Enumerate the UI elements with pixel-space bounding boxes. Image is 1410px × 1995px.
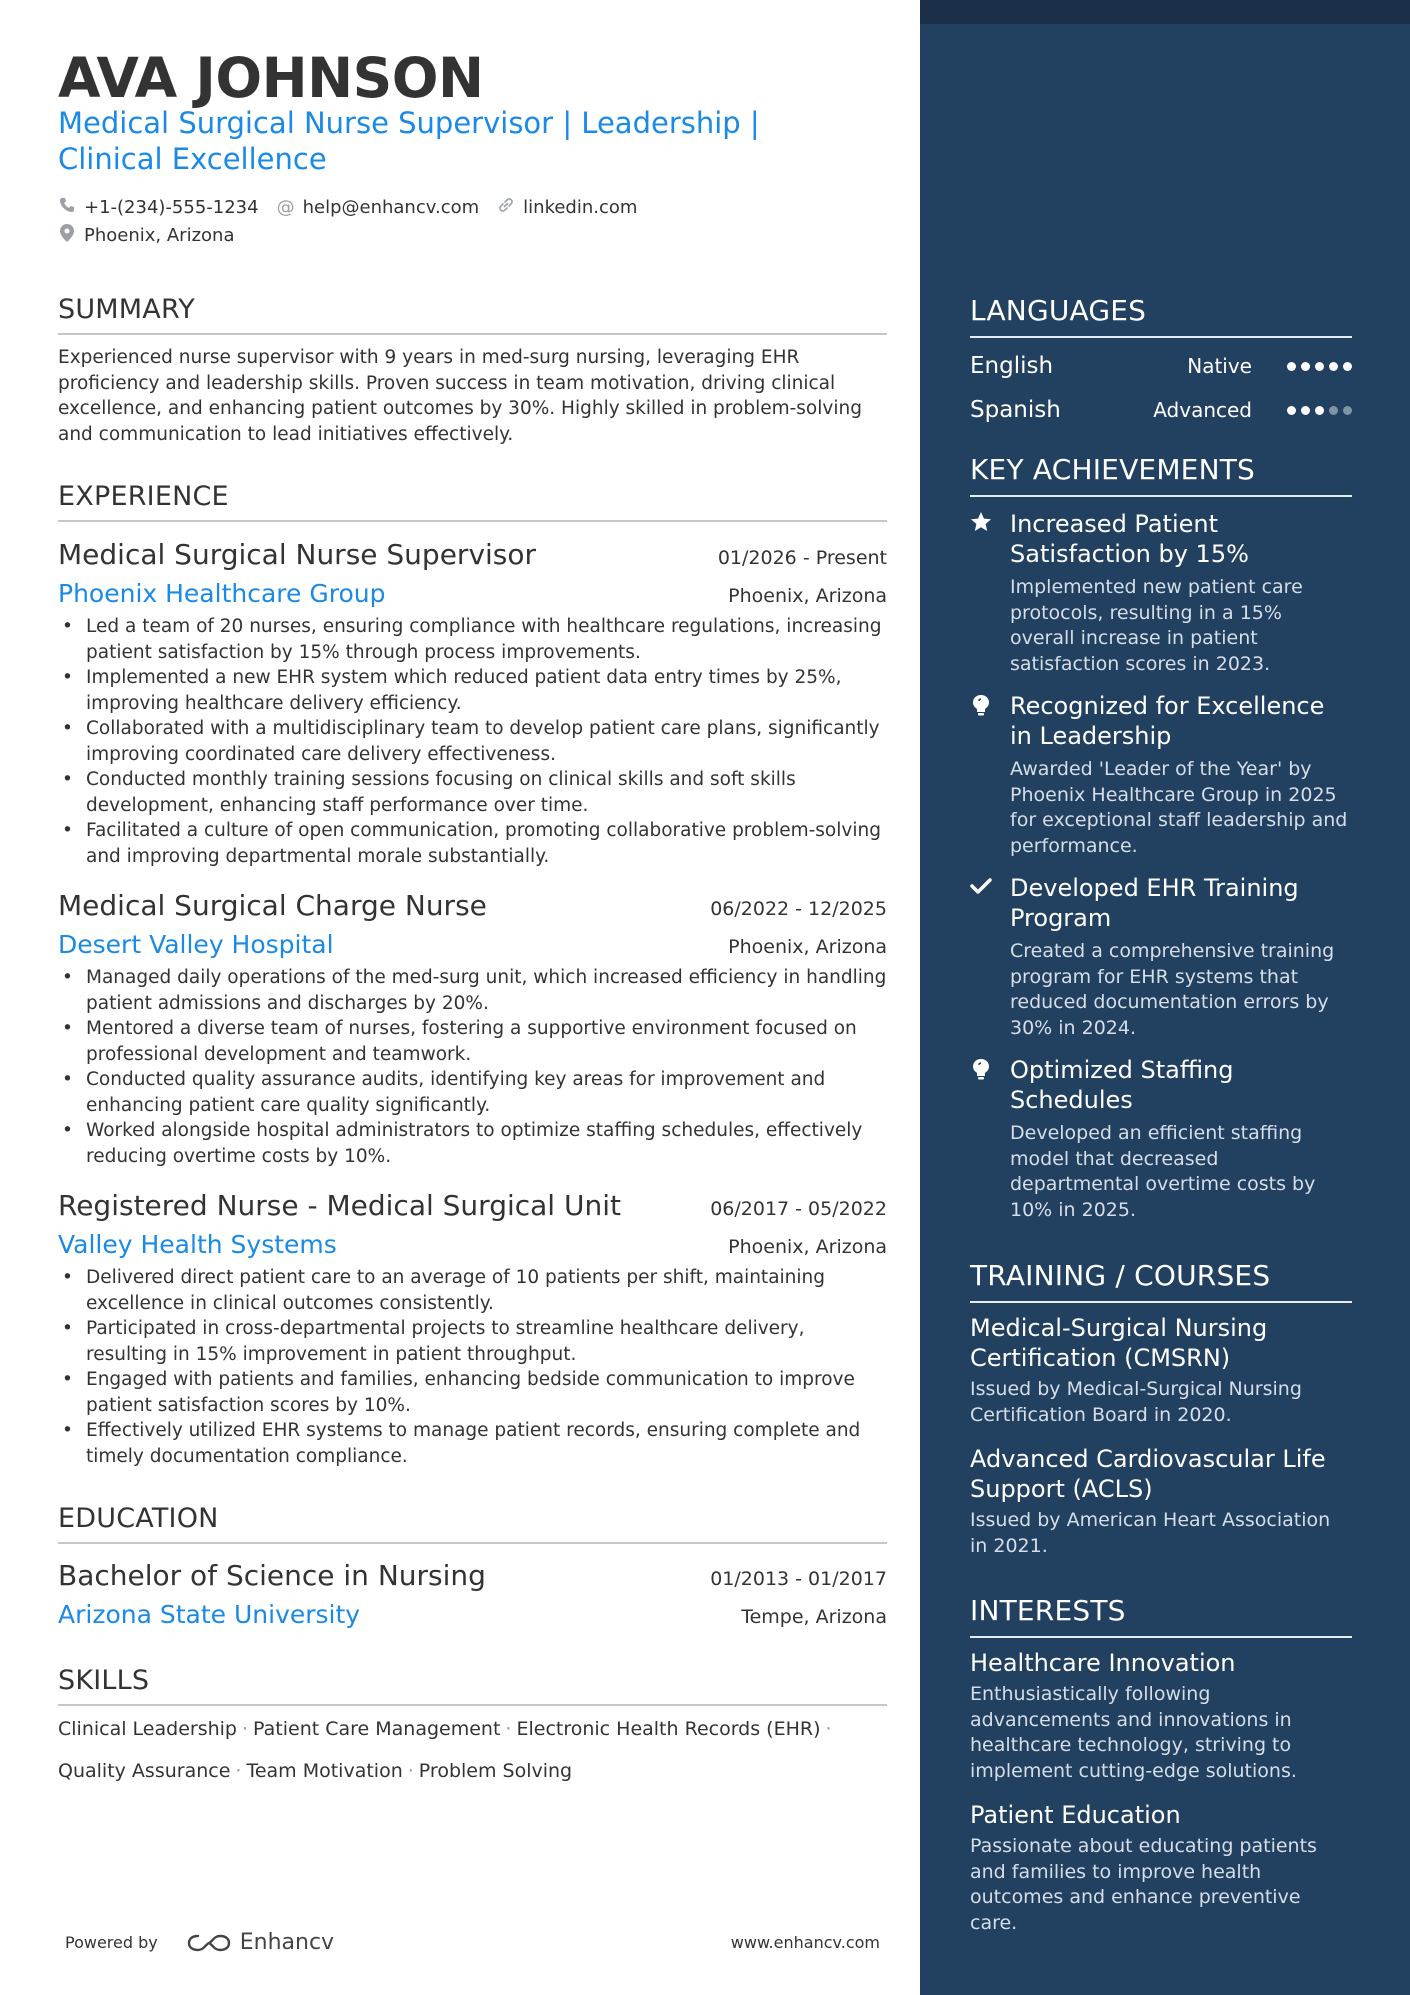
job-date: 06/2017 - 05/2022 <box>710 1198 887 1220</box>
education-section <box>58 1503 887 1544</box>
interest-title: Healthcare Innovation <box>970 1649 1236 1677</box>
job-location: Phoenix, Arizona <box>728 585 887 607</box>
job-title: Registered Nurse - Medical Surgical Unit <box>58 1189 621 1222</box>
summary-heading: SUMMARY <box>58 294 887 335</box>
contact-location <box>58 224 234 247</box>
job-bullet: • Managed daily operations of the med-surg unit, which increased efficiency in handling patient admissions and discharges by 20%. <box>58 965 887 1016</box>
achievement-title: Recognized for Excellence in Leadership <box>1010 692 1325 750</box>
interest-item <box>970 1648 1352 1784</box>
job-company: Valley Health Systems <box>58 1230 337 1259</box>
job-bullet: • Engaged with patients and families, enhancing bedside communication to improve patient satisfaction scores by 10%. <box>58 1367 887 1418</box>
location-text: Phoenix, Arizona <box>84 224 235 246</box>
language-name: English <box>970 353 1054 379</box>
achievement-title: Developed EHR Training Program <box>1010 874 1299 932</box>
location-pin-icon <box>58 224 76 247</box>
proficiency-dot-filled <box>1315 406 1324 415</box>
training-section <box>970 1259 1352 1559</box>
experience-heading: EXPERIENCE <box>58 481 887 522</box>
course-desc: Issued by American Heart Association in 2021. <box>970 1509 1331 1557</box>
job-bullet: • Conducted quality assurance audits, identifying key areas for improvement and enhancing patient care quality significantly. <box>58 1067 887 1118</box>
skill-separator: · <box>407 1760 414 1782</box>
skill-separator: · <box>825 1718 832 1740</box>
achievement-item <box>970 509 1352 677</box>
experience-section <box>58 481 887 522</box>
footer <box>65 1930 880 1955</box>
language-row <box>970 344 1352 388</box>
proficiency-dot-filled <box>1301 362 1310 371</box>
proficiency-dot-filled <box>1315 362 1324 371</box>
footer-url[interactable]: www.enhancv.com <box>730 1933 880 1952</box>
summary-section <box>58 294 887 447</box>
job-location: Phoenix, Arizona <box>728 1236 887 1258</box>
contact-phone[interactable] <box>58 197 259 218</box>
contact-email[interactable] <box>277 197 480 218</box>
skill-item: Patient Care Management <box>253 1718 501 1740</box>
education-heading: EDUCATION <box>58 1503 887 1544</box>
phone-text: +1-(234)-555-1234 <box>84 196 259 218</box>
achievement-desc: Developed an efficient staffing model that decreased departmental overtime costs by 10% in 2025. <box>1010 1122 1316 1221</box>
at-icon: @ <box>276 196 295 218</box>
education-date: 01/2013 - 01/2017 <box>710 1568 887 1590</box>
course-title: Advanced Cardiovascular Life Support (ACLS) <box>970 1445 1326 1503</box>
candidate-name: AVA JOHNSON <box>58 46 484 110</box>
languages-section <box>970 294 1352 432</box>
interest-item <box>970 1800 1352 1936</box>
job-date: 06/2022 - 12/2025 <box>710 898 887 920</box>
email-text: help@enhancv.com <box>302 196 480 218</box>
achievements-section <box>970 453 1352 1223</box>
achievement-item <box>970 1055 1352 1223</box>
interest-title: Patient Education <box>970 1801 1181 1829</box>
linkedin-text: linkedin.com <box>523 196 638 218</box>
skills-heading: SKILLS <box>58 1665 887 1706</box>
job-bullet: • Mentored a diverse team of nurses, fostering a supportive environment focused on professional development and teamwork. <box>58 1016 887 1067</box>
powered-by-label: Powered by <box>65 1933 158 1952</box>
course-item <box>970 1313 1352 1428</box>
achievement-desc: Awarded 'Leader of the Year' by Phoenix Healthcare Group in 2025 for exceptional staff leadership and performance. <box>1010 758 1348 857</box>
infinity-logo-icon <box>186 1932 232 1954</box>
job-location: Phoenix, Arizona <box>728 936 887 958</box>
job-company: Desert Valley Hospital <box>58 930 334 959</box>
course-title: Medical-Surgical Nursing Certification (CMSRN) <box>970 1314 1268 1372</box>
proficiency-dot-empty <box>1343 406 1352 415</box>
languages-heading: LANGUAGES <box>970 294 1352 338</box>
language-level: Native <box>1187 354 1252 378</box>
achievements-heading: KEY ACHIEVEMENTS <box>970 453 1352 497</box>
course-desc: Issued by Medical-Surgical Nursing Certification Board in 2020. <box>970 1378 1302 1426</box>
job-title: Medical Surgical Charge Nurse <box>58 889 487 922</box>
job-bullet: • Collaborated with a multidisciplinary team to develop patient care plans, significantly improving coordinated care delivery effectiveness. <box>58 716 887 767</box>
language-row <box>970 388 1352 432</box>
proficiency-dot-empty <box>1329 406 1338 415</box>
skill-item: Problem Solving <box>418 1760 573 1782</box>
interest-desc: Enthusiastically following advancements and innovations in healthcare technology, striving to implement cutting-edge solutions. <box>970 1683 1297 1782</box>
job-bullet: • Delivered direct patient care to an average of 10 patients per shift, maintaining excellence in clinical outcomes consistently. <box>58 1265 887 1316</box>
skill-separator: · <box>241 1718 249 1740</box>
summary-text: Experienced nurse supervisor with 9 years in med-surg nursing, leveraging EHR proficiency and leadership skills. Proven success in team motivation, driving clinical excellence, and enhancing patient outcomes by 30%. Highly skilled in problem-solving and communication to lead initiatives effectively. <box>58 347 862 445</box>
contact-linkedin[interactable] <box>497 196 637 219</box>
achievement-desc: Created a comprehensive training program for EHR systems that reduced documentation errors by 30% in 2024. <box>1010 940 1335 1039</box>
language-name: Spanish <box>970 397 1061 423</box>
education-degree: Bachelor of Science in Nursing <box>58 1559 486 1592</box>
proficiency-dot-filled <box>1343 362 1352 371</box>
star-icon <box>970 509 1010 677</box>
link-icon <box>497 196 515 219</box>
sidebar <box>920 0 1410 1995</box>
skill-separator: · <box>505 1718 512 1740</box>
contact-info <box>58 193 655 249</box>
language-level: Advanced <box>1153 398 1252 422</box>
job-entry <box>58 1189 887 1469</box>
job-bullets <box>58 614 887 869</box>
job-bullet: • Conducted monthly training sessions focusing on clinical skills and soft skills development, enhancing staff performance over time. <box>58 767 887 818</box>
enhancv-logo[interactable] <box>186 1930 334 1955</box>
skill-separator: · <box>235 1760 242 1782</box>
proficiency-dot-filled <box>1329 362 1338 371</box>
job-bullet: • Implemented a new EHR system which reduced patient data entry times by 25%, improving healthcare delivery efficiency. <box>58 665 887 716</box>
sidebar-top-band <box>920 0 1410 24</box>
job-bullet: • Effectively utilized EHR systems to manage patient records, ensuring complete and timely documentation compliance. <box>58 1418 887 1469</box>
job-bullet: • Led a team of 20 nurses, ensuring compliance with healthcare regulations, increasing patient satisfaction by 15% through process improvements. <box>58 614 887 665</box>
interests-section <box>970 1594 1352 1936</box>
job-date: 01/2026 - Present <box>717 547 887 569</box>
interests-heading: INTERESTS <box>970 1594 1352 1638</box>
lightbulb-icon <box>970 1055 1010 1223</box>
proficiency-dot-filled <box>1301 406 1310 415</box>
candidate-title: Medical Surgical Nurse Supervisor | Leadership | Clinical Excellence <box>58 106 760 176</box>
skill-item: Team Motivation <box>246 1760 403 1782</box>
job-bullet: • Participated in cross-departmental projects to streamline healthcare delivery, resulting in 15% improvement in patient throughput. <box>58 1316 887 1367</box>
proficiency-dot-filled <box>1287 406 1296 415</box>
course-item <box>970 1444 1352 1559</box>
achievement-desc: Implemented new patient care protocols, resulting in a 15% overall increase in patient satisfaction scores in 2023. <box>1010 576 1303 675</box>
education-entry <box>58 1559 887 1629</box>
skill-item: Quality Assurance <box>58 1760 231 1782</box>
brand-name: Enhancv <box>239 1930 335 1955</box>
achievement-item <box>970 691 1352 859</box>
skill-item: Clinical Leadership <box>58 1718 237 1740</box>
job-entry <box>58 538 887 869</box>
job-title: Medical Surgical Nurse Supervisor <box>58 538 537 571</box>
phone-icon <box>58 197 76 218</box>
language-dots <box>1282 406 1352 415</box>
achievement-item <box>970 873 1352 1041</box>
job-bullet: • Worked alongside hospital administrators to optimize staffing schedules, effectively reducing overtime costs by 10%. <box>58 1118 887 1169</box>
skills-list <box>58 1708 887 1792</box>
education-location: Tempe, Arizona <box>741 1606 887 1628</box>
job-entry <box>58 889 887 1169</box>
proficiency-dot-filled <box>1287 362 1296 371</box>
job-bullets <box>58 1265 887 1469</box>
job-bullets <box>58 965 887 1169</box>
skills-section <box>58 1665 887 1792</box>
skill-item: Electronic Health Records (EHR) <box>516 1718 821 1740</box>
language-dots <box>1282 362 1352 371</box>
achievement-title: Optimized Staffing Schedules <box>1010 1056 1234 1114</box>
job-company: Phoenix Healthcare Group <box>58 579 386 608</box>
checkmark-icon <box>970 873 1010 1041</box>
lightbulb-icon <box>970 691 1010 859</box>
job-bullet: • Facilitated a culture of open communication, promoting collaborative problem-solving and improving departmental morale substantially. <box>58 818 887 869</box>
education-school: Arizona State University <box>58 1600 361 1629</box>
interest-desc: Passionate about educating patients and families to improve health outcomes and enhance preventive care. <box>970 1835 1317 1934</box>
training-heading: TRAINING / COURSES <box>970 1259 1352 1303</box>
achievement-title: Increased Patient Satisfaction by 15% <box>1010 510 1249 568</box>
